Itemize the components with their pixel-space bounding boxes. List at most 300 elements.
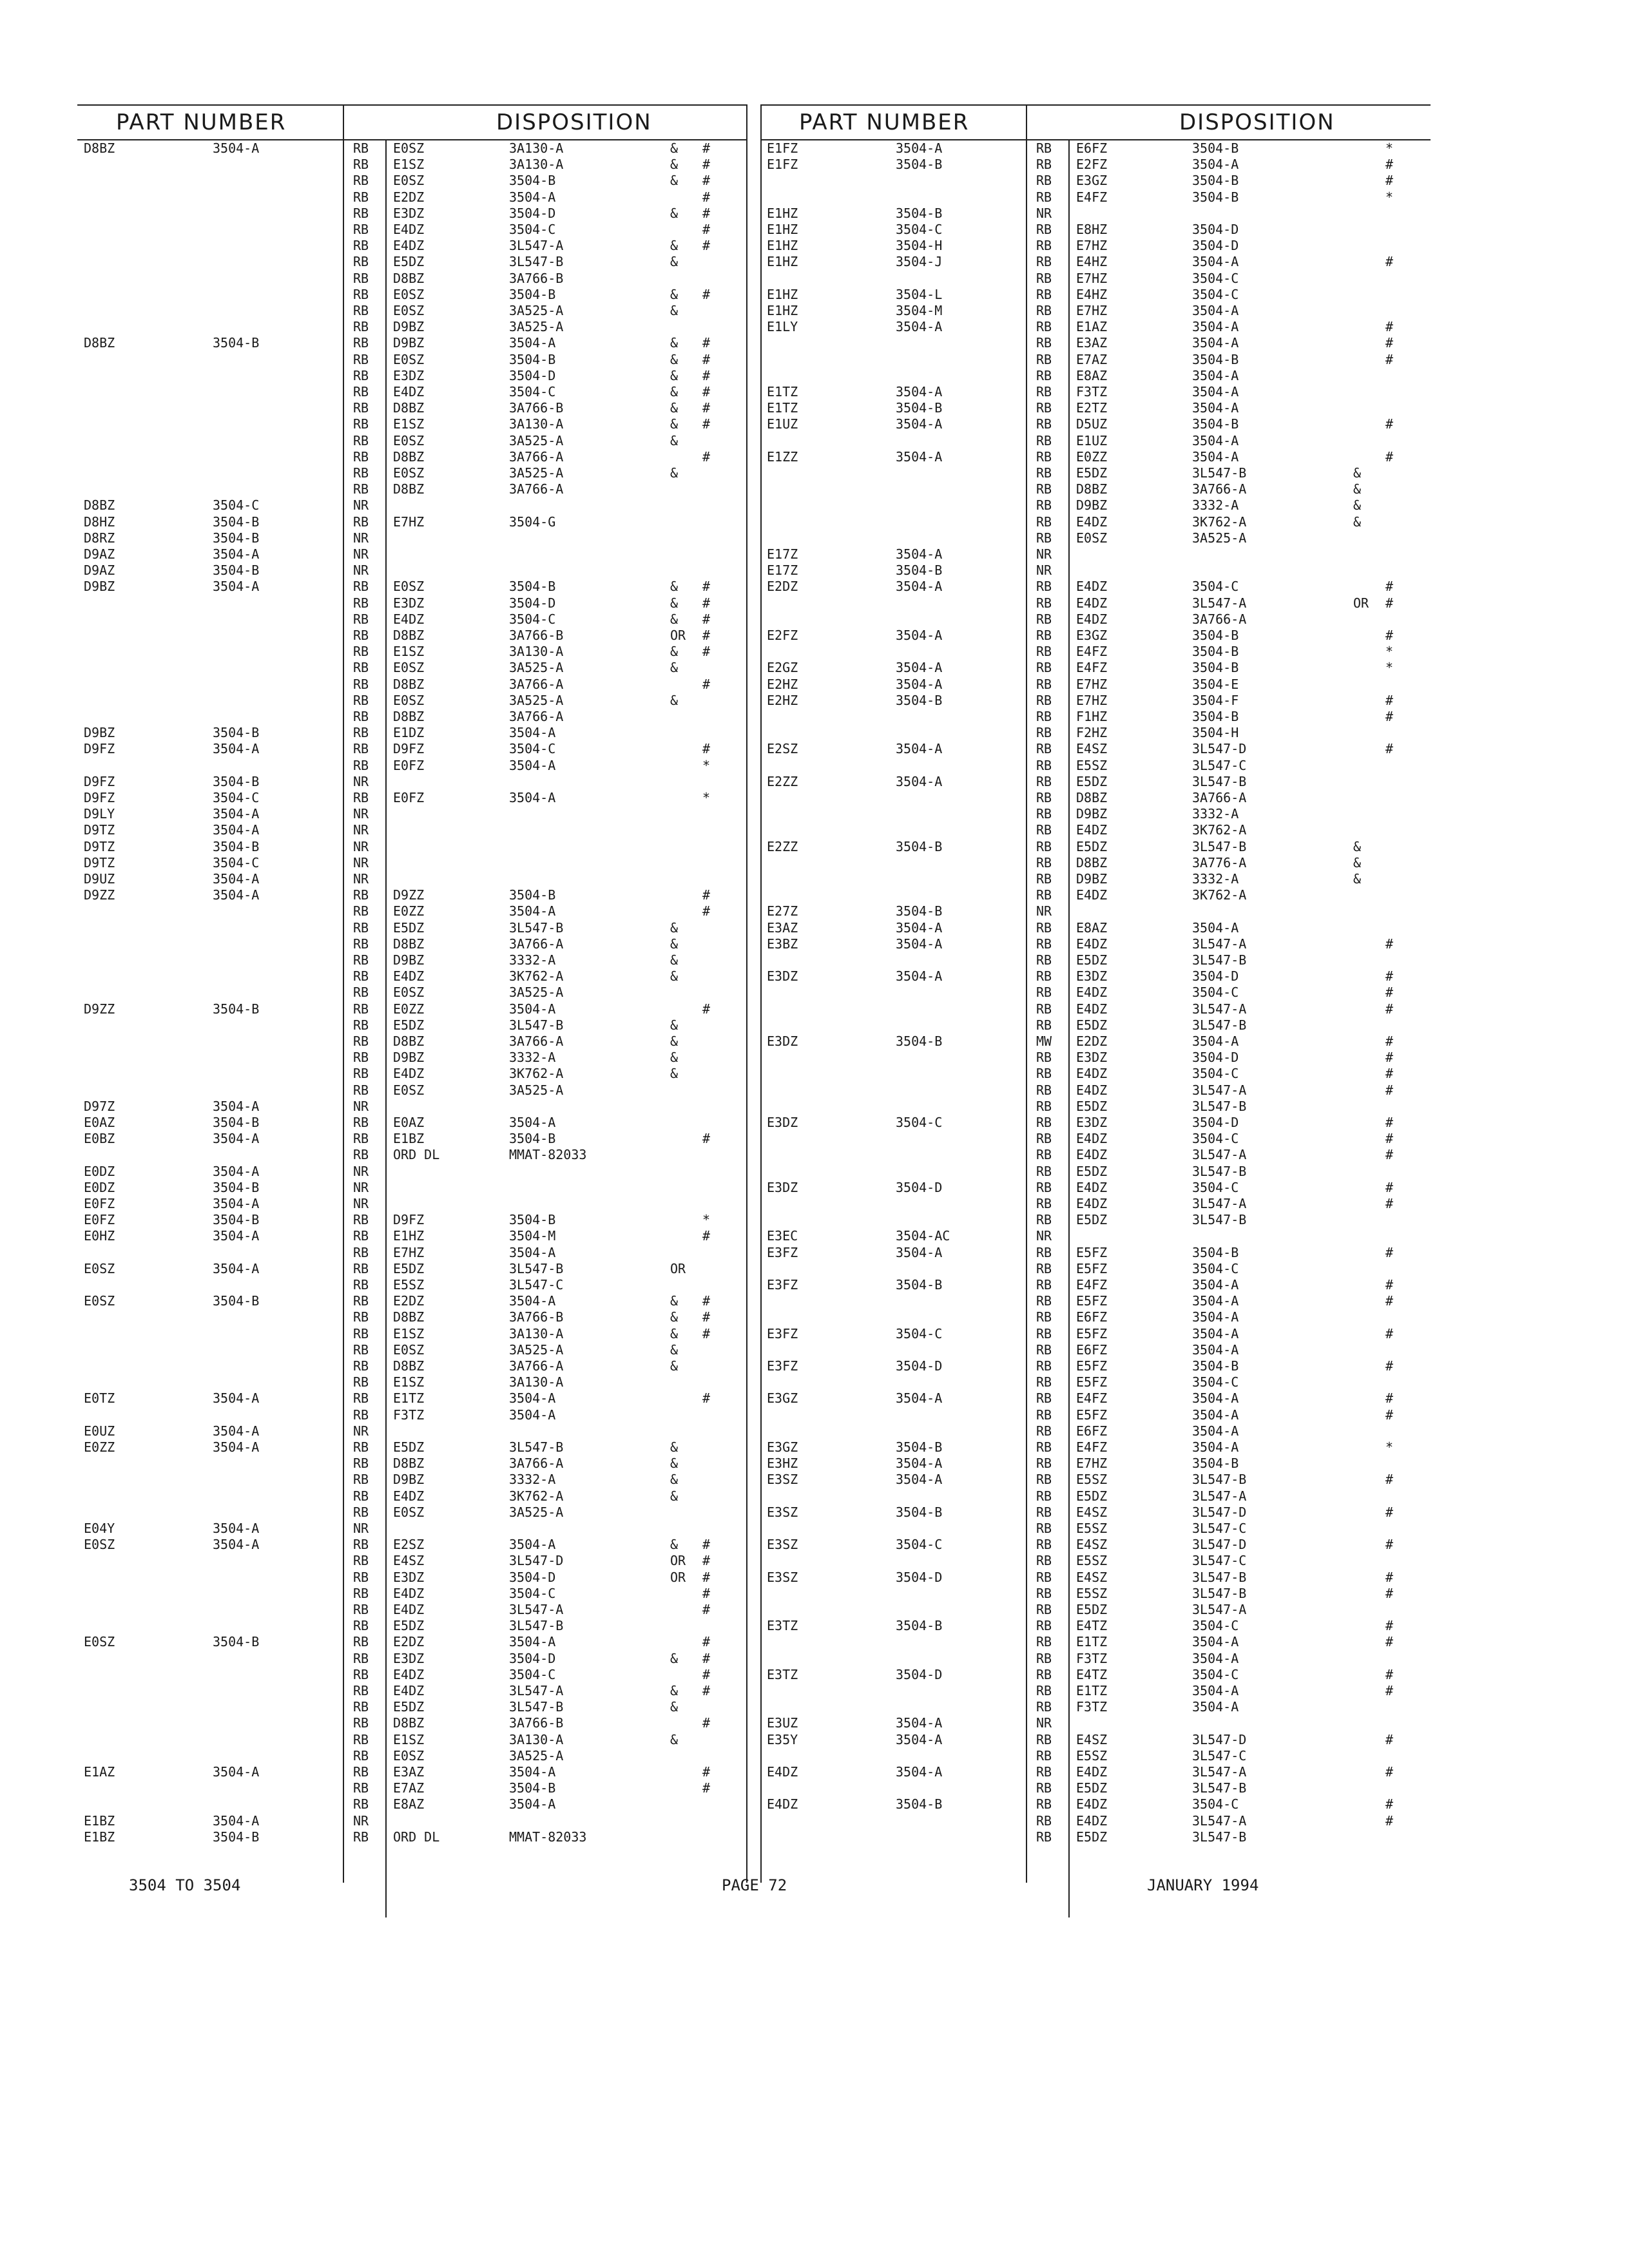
replacement-number: 3504-A: [1192, 157, 1239, 173]
replacement-prefix: E0SZ: [393, 286, 425, 302]
replacement-prefix: E5SZ: [1076, 1553, 1108, 1569]
replacement-number: 3504-A: [1192, 1439, 1239, 1455]
flag-2: #: [702, 384, 711, 399]
table-row: [760, 384, 1431, 400]
disposition-code: RB: [353, 1731, 369, 1747]
flag-2: #: [702, 157, 711, 173]
table-row: [760, 1813, 1431, 1829]
disposition-code: RB: [1036, 628, 1052, 643]
table-row: [760, 254, 1431, 270]
disposition-code: RB: [353, 1066, 369, 1082]
flag-1: &: [670, 595, 679, 611]
replacement-number: 3L547-A: [1192, 1488, 1247, 1504]
flag-2: #: [1385, 1537, 1394, 1553]
replacement-number: 3504-C: [1192, 270, 1239, 286]
part-number: 3504-A: [213, 887, 260, 903]
table-row: [77, 1488, 747, 1504]
replacement-prefix: E4FZ: [1076, 644, 1108, 660]
replacement-prefix: E5SZ: [393, 1277, 425, 1293]
replacement-number: 3504-A: [509, 1293, 556, 1309]
left-table-header: [77, 104, 747, 140]
replacement-number: 3L547-B: [1192, 952, 1247, 968]
replacement-number: 3504-C: [1192, 1374, 1239, 1390]
flag-2: *: [1385, 644, 1394, 660]
disposition-code: RB: [353, 1569, 369, 1585]
replacement-prefix: D8BZ: [393, 1715, 425, 1731]
replacement-number: 3A766-A: [509, 936, 564, 952]
part-prefix: E0DZ: [84, 1163, 115, 1179]
part-prefix: E17Z: [767, 562, 798, 579]
flag-2: #: [1385, 1407, 1394, 1423]
replacement-prefix: E0SZ: [393, 660, 425, 676]
part-prefix: D9TZ: [84, 822, 115, 838]
part-prefix: E27Z: [767, 903, 798, 919]
table-row: [760, 806, 1431, 822]
disposition-code: RB: [353, 1228, 369, 1244]
flag-1: &: [670, 205, 679, 221]
disposition-code: RB: [353, 1033, 369, 1049]
replacement-number: 3504-C: [1192, 1131, 1239, 1147]
disposition-code: RB: [353, 660, 369, 676]
table-row: [760, 1618, 1431, 1634]
replacement-number: 3L547-A: [509, 1683, 564, 1698]
disposition-code: RB: [353, 952, 369, 968]
replacement-prefix: E4DZ: [1076, 1179, 1108, 1195]
part-prefix: E1HZ: [767, 222, 798, 237]
flag-1: &: [670, 140, 679, 156]
part-prefix: E1ZZ: [767, 448, 798, 465]
disposition-code: RB: [353, 1309, 369, 1325]
disposition-code: RB: [1036, 1050, 1052, 1066]
replacement-prefix: E3DZ: [1076, 1115, 1108, 1130]
replacement-number: 3504-G: [509, 514, 556, 530]
table-row: [77, 628, 747, 644]
disposition-code: RB: [1036, 514, 1052, 530]
part-prefix: E1AZ: [84, 1764, 115, 1780]
disposition-code: RB: [1036, 270, 1052, 286]
part-number: 3504-A: [896, 676, 943, 692]
replacement-prefix: E4DZ: [1076, 1131, 1108, 1147]
part-number: 3504-B: [213, 335, 260, 351]
flag-1: &: [670, 579, 679, 595]
part-number: 3504-B: [213, 725, 260, 741]
part-number: 3504-A: [213, 822, 260, 838]
part-number: 3504-C: [213, 497, 260, 514]
flag-2: #: [1385, 1764, 1394, 1780]
disposition-code: RB: [353, 481, 369, 497]
flag-1: &: [670, 660, 679, 676]
table-row: [760, 465, 1431, 481]
replacement-number: 3504-A: [509, 1796, 556, 1812]
replacement-number: 3504-B: [509, 1131, 556, 1147]
table-row: [77, 400, 747, 416]
disposition-code: RB: [353, 1456, 369, 1472]
flag-2: #: [1385, 1358, 1394, 1374]
table-row: [77, 352, 747, 368]
disposition-code: RB: [353, 1325, 369, 1341]
replacement-number: 3504-A: [1192, 1325, 1239, 1341]
table-row: [77, 1245, 747, 1261]
flag-1: &: [670, 692, 679, 708]
replacement-number: 3504-B: [509, 579, 556, 595]
part-prefix: E1FZ: [767, 140, 798, 156]
disposition-code: RB: [1036, 1666, 1052, 1682]
flag-1: &: [1353, 838, 1362, 854]
table-row: [77, 254, 747, 270]
replacement-number: 3L547-B: [1192, 1098, 1247, 1114]
table-row: [760, 709, 1431, 725]
table-row: [760, 644, 1431, 660]
replacement-prefix: E1SZ: [393, 1731, 425, 1747]
replacement-prefix: E4DZ: [1076, 1196, 1108, 1211]
replacement-number: 3504-B: [509, 887, 556, 903]
table-row: [77, 1115, 747, 1131]
disposition-code: RB: [353, 1650, 369, 1666]
table-row: [760, 1196, 1431, 1212]
flag-2: #: [702, 1666, 711, 1682]
disposition-code: RB: [1036, 1731, 1052, 1747]
replacement-prefix: D8BZ: [393, 400, 425, 416]
replacement-number: 3A130-A: [509, 1374, 564, 1390]
table-row: [77, 1293, 747, 1309]
replacement-number: 3504-H: [1192, 725, 1239, 741]
replacement-prefix: E1SZ: [393, 1325, 425, 1341]
replacement-prefix: E1SZ: [393, 1374, 425, 1390]
disposition-code: RB: [353, 1212, 369, 1228]
replacement-prefix: E0SZ: [393, 351, 425, 367]
part-prefix: D8HZ: [84, 514, 115, 530]
replacement-number: 3A130-A: [509, 416, 564, 432]
table-row: [760, 1033, 1431, 1050]
replacement-prefix: E0ZZ: [1076, 448, 1108, 465]
replacement-prefix: E4DZ: [1076, 1796, 1108, 1812]
disposition-code: RB: [353, 1504, 369, 1520]
disposition-code: RB: [1036, 319, 1052, 335]
flag-1: &: [670, 1731, 679, 1747]
replacement-number: 3504-A: [1192, 303, 1239, 318]
flag-1: &: [1353, 465, 1362, 481]
flag-2: #: [1385, 1585, 1394, 1601]
disposition-code: RB: [1036, 1098, 1052, 1114]
part-number: 3504-A: [213, 871, 260, 887]
replacement-prefix: D9BZ: [1076, 497, 1108, 514]
disposition-code: RB: [1036, 286, 1052, 302]
replacement-prefix: E8AZ: [1076, 919, 1108, 936]
part-number: 3504-B: [896, 1796, 943, 1812]
replacement-prefix: E4TZ: [1076, 1618, 1108, 1634]
table-row: [77, 562, 747, 579]
disposition-code: RB: [353, 903, 369, 919]
flag-1: &: [670, 1537, 679, 1553]
part-prefix: D9UZ: [84, 871, 115, 887]
flag-1: OR: [670, 628, 686, 643]
table-row: [760, 157, 1431, 173]
flag-1: &: [670, 335, 679, 351]
table-row: [760, 1634, 1431, 1650]
replacement-number: 3A525-A: [509, 465, 564, 481]
replacement-prefix: D9ZZ: [393, 887, 425, 903]
table-row: [760, 952, 1431, 968]
replacement-prefix: F3TZ: [393, 1407, 425, 1423]
disposition-code: RB: [1036, 335, 1052, 351]
disposition-code: NR: [353, 546, 369, 562]
table-row: [77, 677, 747, 693]
replacement-prefix: D9BZ: [393, 1472, 425, 1488]
replacement-prefix: E0AZ: [393, 1115, 425, 1130]
replacement-number: 3L547-C: [1192, 1747, 1247, 1763]
table-row: [760, 660, 1431, 676]
disposition-code: RB: [1036, 1017, 1052, 1033]
flag-1: &: [1353, 497, 1362, 514]
part-number: 3504-A: [213, 1228, 260, 1244]
table-row: [760, 222, 1431, 238]
part-prefix: E0ZZ: [84, 1439, 115, 1455]
replacement-prefix: E1TZ: [393, 1390, 425, 1407]
replacement-prefix: E7HZ: [1076, 270, 1108, 286]
part-number: 3504-A: [213, 806, 260, 822]
replacement-number: 3L547-A: [1192, 595, 1247, 611]
replacement-number: MMAT-82033: [509, 1147, 587, 1163]
part-prefix: E2GZ: [767, 660, 798, 676]
disposition-code: RB: [1036, 238, 1052, 254]
replacement-prefix: E4DZ: [1076, 985, 1108, 1001]
flag-2: #: [1385, 595, 1394, 611]
part-number: 3504-B: [213, 1179, 260, 1195]
disposition-code: NR: [353, 806, 369, 822]
replacement-prefix: E3DZ: [393, 205, 425, 221]
part-number: 3504-B: [213, 514, 260, 530]
replacement-number: 3504-C: [1192, 579, 1239, 595]
table-row: [77, 871, 747, 887]
disposition-code: RB: [1036, 1179, 1052, 1195]
table-row: [760, 1715, 1431, 1731]
replacement-prefix: D8BZ: [1076, 790, 1108, 805]
disposition-code: RB: [353, 1537, 369, 1553]
part-number: 3504-A: [896, 968, 943, 985]
table-row: [77, 1732, 747, 1748]
flag-1: &: [670, 611, 679, 627]
part-number: 3504-A: [896, 1244, 943, 1260]
replacement-number: 3L547-B: [509, 1260, 564, 1276]
replacement-number: 3504-A: [509, 903, 556, 919]
flag-2: #: [702, 1602, 711, 1617]
replacement-number: 3L547-A: [1192, 1082, 1247, 1098]
replacement-prefix: E0SZ: [393, 1082, 425, 1098]
table-row: [77, 822, 747, 838]
flag-1: &: [670, 238, 679, 254]
replacement-prefix: E0FZ: [393, 790, 425, 805]
table-row: [77, 1651, 747, 1667]
table-row: [77, 741, 747, 757]
part-number: 3504-A: [896, 448, 943, 465]
disposition-code: RB: [353, 919, 369, 936]
replacement-prefix: D8BZ: [1076, 854, 1108, 870]
table-row: [77, 303, 747, 319]
replacement-prefix: D9FZ: [393, 1212, 425, 1228]
replacement-number: 3504-B: [1192, 1244, 1239, 1260]
part-number: 3504-B: [896, 903, 943, 919]
part-number: 3504-A: [896, 1731, 943, 1747]
replacement-number: 3L547-A: [509, 238, 564, 254]
flag-2: #: [1385, 1033, 1394, 1049]
replacement-prefix: E1BZ: [393, 1131, 425, 1147]
part-number: 3504-B: [213, 530, 260, 546]
disposition-code: RB: [353, 1082, 369, 1098]
replacement-prefix: E3DZ: [1076, 1050, 1108, 1066]
table-row: [760, 1829, 1431, 1845]
replacement-prefix: E4DZ: [393, 1602, 425, 1617]
table-row: [77, 1553, 747, 1569]
flag-2: #: [1385, 173, 1394, 189]
part-number: 3504-B: [213, 1212, 260, 1228]
replacement-number: 3504-A: [1192, 254, 1239, 270]
flag-1: &: [670, 644, 679, 660]
part-prefix: E2DZ: [767, 579, 798, 595]
disposition-code: RB: [353, 465, 369, 481]
disposition-code: RB: [1036, 1683, 1052, 1698]
disposition-code: RB: [353, 985, 369, 1001]
disposition-code: RB: [1036, 1747, 1052, 1763]
right-table-header: [760, 104, 1431, 140]
part-prefix: E3BZ: [767, 936, 798, 952]
table-row: [77, 903, 747, 919]
disposition-code: NR: [353, 1423, 369, 1439]
replacement-prefix: E7HZ: [393, 514, 425, 530]
replacement-prefix: E6FZ: [1076, 1341, 1108, 1358]
replacement-number: 3A525-A: [509, 1504, 564, 1520]
right-table: [760, 104, 1431, 1845]
replacement-prefix: E4FZ: [1076, 1277, 1108, 1293]
flag-1: &: [670, 1650, 679, 1666]
replacement-prefix: E5FZ: [1076, 1358, 1108, 1374]
table-row: [760, 1115, 1431, 1131]
part-prefix: E3SZ: [767, 1504, 798, 1520]
table-row: [760, 1147, 1431, 1163]
flag-2: #: [702, 887, 711, 903]
table-row: [760, 514, 1431, 530]
part-prefix: E1UZ: [767, 416, 798, 432]
table-row: [760, 822, 1431, 838]
disposition-code: RB: [1036, 790, 1052, 805]
footer-page: PAGE 72: [722, 1876, 787, 1894]
part-number: 3504-C: [896, 1537, 943, 1553]
table-row: [760, 1504, 1431, 1521]
table-row: [760, 1651, 1431, 1667]
disposition-code: NR: [353, 562, 369, 579]
flag-2: #: [1385, 1050, 1394, 1066]
flag-2: #: [1385, 319, 1394, 335]
table-row: [77, 611, 747, 628]
part-number: 3504-A: [213, 1439, 260, 1455]
replacement-number: 3K762-A: [509, 968, 564, 985]
flag-1: &: [670, 1472, 679, 1488]
flag-2: #: [1385, 448, 1394, 465]
disposition-code: RB: [353, 725, 369, 741]
replacement-prefix: E5DZ: [1076, 1212, 1108, 1228]
replacement-number: 3504-A: [509, 189, 556, 205]
replacement-prefix: E4DZ: [1076, 611, 1108, 627]
replacement-number: 3504-D: [1192, 222, 1239, 237]
part-number: 3504-C: [896, 222, 943, 237]
table-row: [77, 530, 747, 546]
replacement-number: 3504-D: [509, 205, 556, 221]
table-row: [760, 530, 1431, 546]
table-row: [760, 1082, 1431, 1099]
replacement-number: 3L547-A: [1192, 1196, 1247, 1211]
table-row: [760, 920, 1431, 936]
disposition-code: RB: [353, 205, 369, 221]
flag-2: #: [702, 1325, 711, 1341]
table-row: [760, 758, 1431, 774]
table-row: [760, 1050, 1431, 1066]
replacement-prefix: E7HZ: [393, 1244, 425, 1260]
replacement-number: 3504-A: [509, 725, 556, 741]
flag-2: #: [1385, 254, 1394, 270]
flag-2: #: [1385, 1066, 1394, 1082]
table-row: [77, 1164, 747, 1180]
flag-2: *: [1385, 660, 1394, 676]
replacement-number: 3L547-B: [509, 254, 564, 270]
disposition-code: RB: [353, 157, 369, 173]
replacement-prefix: E2DZ: [393, 1634, 425, 1650]
disposition-code: RB: [353, 1001, 369, 1017]
flag-2: #: [702, 1634, 711, 1650]
replacement-number: 3A766-A: [1192, 481, 1247, 497]
part-number: 3504-A: [213, 1260, 260, 1276]
disposition-code: NR: [353, 854, 369, 870]
replacement-number: 3504-D: [1192, 968, 1239, 985]
replacement-prefix: E0SZ: [393, 1341, 425, 1358]
flag-2: #: [702, 1585, 711, 1601]
replacement-number: 3L547-B: [1192, 1829, 1247, 1845]
flag-2: #: [702, 351, 711, 367]
part-number: 3504-B: [896, 1618, 943, 1634]
table-row: [760, 1602, 1431, 1618]
disposition-code: RB: [353, 757, 369, 773]
disposition-code: RB: [1036, 416, 1052, 432]
part-prefix: E3SZ: [767, 1569, 798, 1585]
table-row: [760, 1212, 1431, 1228]
replacement-prefix: E4DZ: [1076, 1001, 1108, 1017]
part-number: 3504-D: [896, 1569, 943, 1585]
flag-1: OR: [670, 1260, 686, 1276]
part-number: 3504-A: [213, 1131, 260, 1147]
disposition-code: RB: [1036, 1764, 1052, 1780]
replacement-prefix: D9BZ: [393, 952, 425, 968]
disposition-code: RB: [353, 741, 369, 757]
replacement-prefix: E5FZ: [1076, 1325, 1108, 1341]
replacement-prefix: E6FZ: [1076, 140, 1108, 156]
table-row: [77, 449, 747, 465]
disposition-code: RB: [1036, 838, 1052, 854]
table-row: [760, 1017, 1431, 1033]
replacement-prefix: E5SZ: [1076, 1472, 1108, 1488]
part-prefix: D9LY: [84, 806, 115, 822]
replacement-number: 3A766-A: [1192, 611, 1247, 627]
disposition-code: RB: [353, 1050, 369, 1066]
part-prefix: D9TZ: [84, 854, 115, 870]
part-prefix: E0FZ: [84, 1212, 115, 1228]
table-row: [760, 335, 1431, 351]
replacement-prefix: E3AZ: [393, 1764, 425, 1780]
part-prefix: E0DZ: [84, 1179, 115, 1195]
table-row: [77, 1699, 747, 1715]
replacement-prefix: E7AZ: [393, 1780, 425, 1796]
table-row: [77, 709, 747, 725]
part-prefix: E0SZ: [84, 1260, 115, 1276]
part-prefix: D9TZ: [84, 838, 115, 854]
table-row: [77, 839, 747, 855]
